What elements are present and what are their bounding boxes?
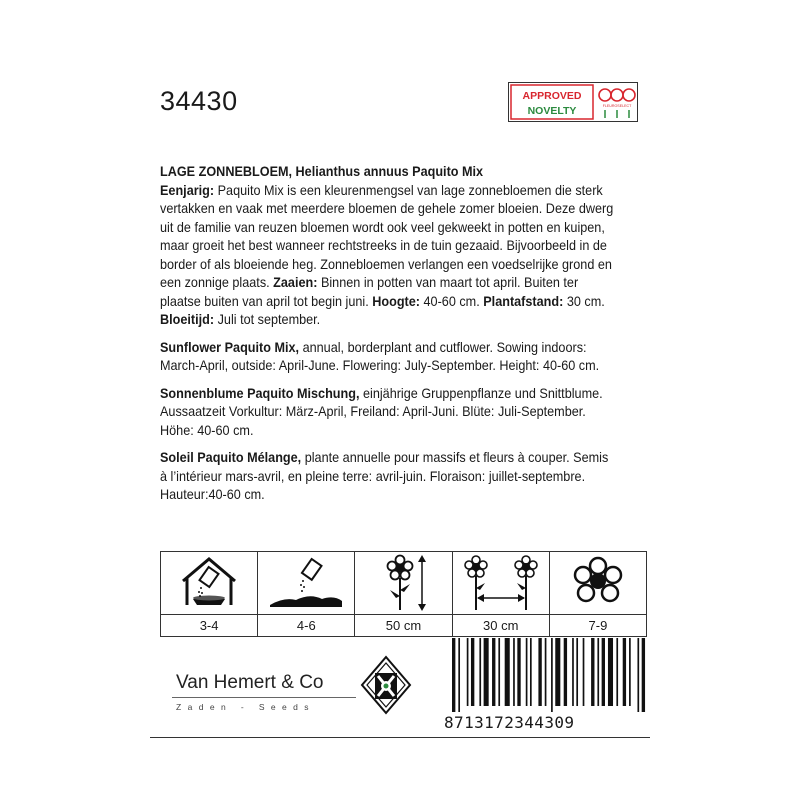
english-description: Sunflower Paquito Mix, annual, borderplant and cutflower. Sowing indoors: March-April, outside: April-June. Flowering: July-September. Height: 40-60 cm. bbox=[160, 339, 600, 373]
company-logo-icon bbox=[360, 655, 412, 715]
approved-novelty-badge bbox=[508, 82, 638, 122]
indoor-sowing-icon bbox=[177, 555, 241, 611]
plant-spacing-icon bbox=[458, 554, 544, 612]
flowering-icon bbox=[570, 555, 626, 611]
dutch-heading: LAGE ZONNEBLOEM, Helianthus annuus Paquito Mix bbox=[160, 164, 484, 179]
dutch-description: LAGE ZONNEBLOEM, Helianthus annuus Paquito Mix Eenjarig: Paquito Mix is een kleurenmengsel van lage zonnebloemen die sterk vertakken en vaak met meerdere bloemen de gehele zomer bloeien. Deze dwerg uit de familie van reuzen bloemen wordt ook veel gekweekt in potten en kuipen, maar groeit het best wanneer rechtstreeks in de tuin gezaaid. Bijvoorbeeld in de border of als bloeiende heg. Zonnebloemen verlangen een voedselrijke grond en een zonnige plaats. Zaaien: Binnen in potten van maart tot april. Buiten ter plaatse buiten van april tot begin juni. Hoogte: 40-60 cm. Plantafstand: 30 cm. Bloeitijd: Juli tot september. bbox=[160, 164, 614, 327]
indoor-sowing-cell: 3-4 bbox=[161, 552, 258, 636]
outdoor-sowing-cell: 4-6 bbox=[258, 552, 355, 636]
brand-divider bbox=[172, 697, 356, 698]
svg-text:NOVELTY: NOVELTY bbox=[527, 105, 577, 117]
company-name: Van Hemert & Co bbox=[176, 672, 324, 693]
outdoor-sowing-icon bbox=[266, 555, 346, 611]
svg-text:APPROVED: APPROVED bbox=[522, 90, 582, 102]
plant-spacing-cell: 30 cm bbox=[453, 552, 550, 636]
plant-height-icon bbox=[372, 554, 436, 612]
company-tagline: Zaden - Seeds bbox=[176, 702, 315, 712]
german-description: Sonnenblume Paquito Mischung, einjährige Gruppenpflanze und Snittblume. Aussaatzeit Vorkultur: März-April, Freiland: April-Juni. Blüte: Juli-September. Höhe: 40-60 cm. bbox=[160, 385, 603, 438]
item-code: 34430 bbox=[160, 86, 238, 116]
ean-number: 8713172344309 bbox=[444, 713, 575, 732]
svg-text:FLEUROSELECT: FLEUROSELECT bbox=[602, 104, 632, 108]
flowering-cell: 7-9 bbox=[550, 552, 646, 636]
plant-height-cell: 50 cm bbox=[355, 552, 452, 636]
sowing-info-table bbox=[160, 551, 647, 637]
description bbox=[160, 163, 616, 514]
french-description: Soleil Paquito Mélange, plante annuelle pour massifs et fleurs à couper. Semis à l’intérieur mars-avril, en pleine terre: avril-juin. Floraison: juillet-septembre. Hauteur:40-60 cm. bbox=[160, 450, 609, 502]
bottom-rule bbox=[150, 737, 650, 738]
barcode bbox=[452, 638, 650, 712]
